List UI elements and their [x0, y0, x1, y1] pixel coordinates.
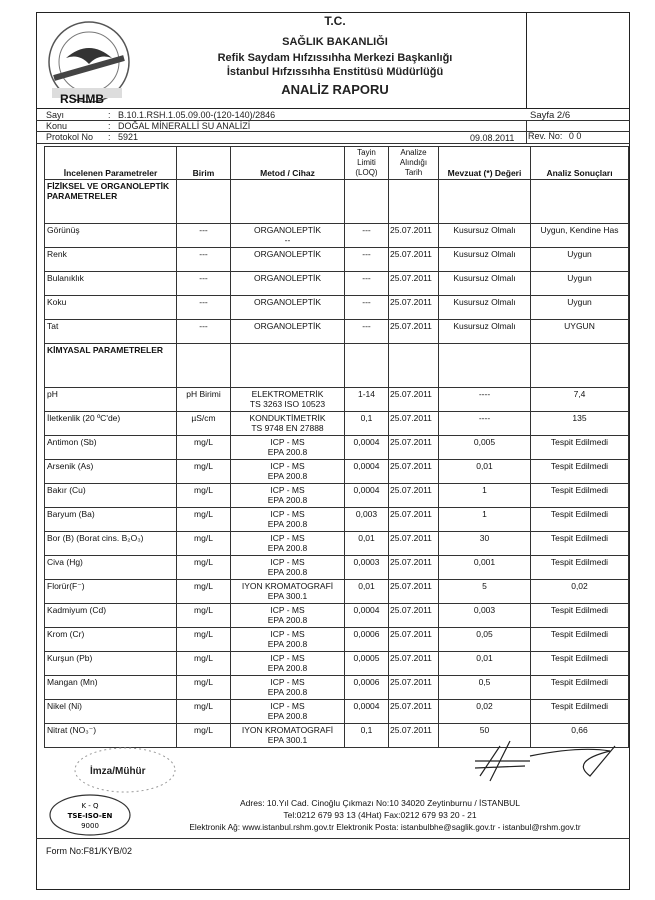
- row-unit: mg/L: [177, 436, 231, 460]
- row-unit: mg/L: [177, 580, 231, 604]
- row-date: 25.07.2011: [389, 652, 439, 676]
- table-row: [45, 556, 629, 580]
- empty-cell: [389, 180, 439, 224]
- row-unit: mg/L: [177, 676, 231, 700]
- empty-cell: [531, 344, 629, 388]
- meta-value: DOĞAL MİNERALLİ SU ANALİZİ: [118, 121, 251, 131]
- row-parameter: Bor (B) (Borat cins. B₂O₃): [45, 532, 177, 556]
- row-limit: Kusursuz Olmalı: [439, 296, 531, 320]
- tse-stamp-icon: [46, 792, 138, 838]
- row-parameter: Mangan (Mn): [45, 676, 177, 700]
- row-loq: 1-14: [345, 388, 389, 412]
- header-divider: [36, 108, 630, 109]
- row-unit: mg/L: [177, 556, 231, 580]
- row-parameter: Görünüş: [45, 224, 177, 248]
- row-method: ORGANOLEPTİK: [231, 296, 345, 320]
- row-limit: 0,005: [439, 436, 531, 460]
- revision-number: [528, 131, 581, 141]
- row-date: 25.07.2011: [389, 508, 439, 532]
- row-limit: ----: [439, 412, 531, 436]
- row-method: KONDUKTİMETRİK TS 9748 EN 27888: [231, 412, 345, 436]
- table-header-row: [45, 147, 629, 180]
- row-result: Tespit Edilmedi: [531, 508, 629, 532]
- row-date: 25.07.2011: [389, 320, 439, 344]
- report-date: 09.08.2011: [470, 133, 515, 143]
- form-number: Form No:F81/KYB/02: [46, 846, 133, 856]
- empty-cell: [345, 180, 389, 224]
- table-row: [45, 628, 629, 652]
- stamp-line: K - Q: [81, 802, 99, 810]
- row-parameter: Antimon (Sb): [45, 436, 177, 460]
- signature-label: İmza/Mühür: [90, 766, 146, 777]
- column-header-limit: Mevzuat (*) Değeri: [439, 147, 531, 180]
- report-title: ANALİZ RAPORU: [281, 82, 389, 97]
- column-header-result: Analiz Sonuçları: [531, 147, 629, 180]
- row-parameter: İletkenlik (20 ºC'de): [45, 412, 177, 436]
- row-limit: 0,01: [439, 460, 531, 484]
- row-parameter: Krom (Cr): [45, 628, 177, 652]
- row-result: Tespit Edilmedi: [531, 436, 629, 460]
- row-unit: mg/L: [177, 700, 231, 724]
- row-result: Tespit Edilmedi: [531, 556, 629, 580]
- table-row: [45, 700, 629, 724]
- row-parameter: Nitrat (NO₃⁻): [45, 724, 177, 748]
- row-result: Uygun: [531, 296, 629, 320]
- row-loq: ---: [345, 224, 389, 248]
- row-date: 25.07.2011: [389, 296, 439, 320]
- row-result: 135: [531, 412, 629, 436]
- row-result: Uygun: [531, 248, 629, 272]
- row-limit: 5: [439, 580, 531, 604]
- row-unit: ---: [177, 224, 231, 248]
- row-result: UYGUN: [531, 320, 629, 344]
- row-parameter: Koku: [45, 296, 177, 320]
- row-parameter: Bakır (Cu): [45, 484, 177, 508]
- row-loq: 0,0006: [345, 676, 389, 700]
- header-line-4: İstanbul Hıfzıssıhha Enstitüsü Müdürlüğü: [226, 66, 444, 78]
- rev-divider: [526, 120, 527, 143]
- meta-label: Sayı: [46, 110, 65, 120]
- row-method: ORGANOLEPTİK: [231, 248, 345, 272]
- table-body: [45, 180, 629, 748]
- column-header-loq: Tayin Limiti (LOQ): [345, 147, 389, 180]
- row-unit: mg/L: [177, 484, 231, 508]
- row-limit: 0,5: [439, 676, 531, 700]
- row-unit: ---: [177, 320, 231, 344]
- row-date: 25.07.2011: [389, 532, 439, 556]
- row-unit: ---: [177, 296, 231, 320]
- row-date: 25.07.2011: [389, 460, 439, 484]
- meta-label: Protokol No: [46, 132, 94, 142]
- row-date: 25.07.2011: [389, 724, 439, 748]
- table-row: [45, 652, 629, 676]
- row-limit: 50: [439, 724, 531, 748]
- row-result: Tespit Edilmedi: [531, 628, 629, 652]
- meta-row-protokol: Protokol No : 5921: [46, 132, 139, 142]
- row-unit: µS/cm: [177, 412, 231, 436]
- row-limit: Kusursuz Olmalı: [439, 272, 531, 296]
- row-loq: 0,0005: [345, 652, 389, 676]
- empty-cell: [439, 344, 531, 388]
- row-parameter: Civa (Hg): [45, 556, 177, 580]
- row-method: ICP - MS EPA 200.8: [231, 556, 345, 580]
- row-method: ICP - MS EPA 200.8: [231, 700, 345, 724]
- row-limit: 0,003: [439, 604, 531, 628]
- row-unit: pH Birimi: [177, 388, 231, 412]
- footer-address: Adres: 10.Yıl Cad. Cinoğlu Çıkmazı No:10 34020 Zeytinburnu / İSTANBUL: [239, 798, 520, 808]
- row-result: 7,4: [531, 388, 629, 412]
- row-parameter: Renk: [45, 248, 177, 272]
- row-parameter: Tat: [45, 320, 177, 344]
- stamp-line: 9000: [81, 822, 99, 830]
- row-result: Tespit Edilmedi: [531, 676, 629, 700]
- row-method: ICP - MS EPA 200.8: [231, 484, 345, 508]
- row-loq: ---: [345, 272, 389, 296]
- table-row: [45, 320, 629, 344]
- row-limit: ----: [439, 388, 531, 412]
- row-unit: mg/L: [177, 628, 231, 652]
- row-loq: 0,0004: [345, 484, 389, 508]
- row-result: Tespit Edilmedi: [531, 460, 629, 484]
- table-row: [45, 460, 629, 484]
- row-method: ICP - MS EPA 200.8: [231, 652, 345, 676]
- row-result: 0,02: [531, 580, 629, 604]
- section-title: FİZİKSEL VE ORGANOLEPTİK PARAMETRELER: [45, 180, 177, 224]
- row-method: ICP - MS EPA 200.8: [231, 436, 345, 460]
- table-row: [45, 532, 629, 556]
- table-row: [45, 388, 629, 412]
- row-method: ELEKTROMETRİK TS 3263 ISO 10523: [231, 388, 345, 412]
- row-result: Tespit Edilmedi: [531, 532, 629, 556]
- row-unit: mg/L: [177, 652, 231, 676]
- row-parameter: Kadmiyum (Cd): [45, 604, 177, 628]
- row-loq: ---: [345, 296, 389, 320]
- meta-row-sayi: Sayı : B.10.1.RSH.1.05.09.00-(120-140)/2846: [46, 110, 276, 120]
- table-row: [45, 484, 629, 508]
- row-method: ICP - MS EPA 200.8: [231, 604, 345, 628]
- meta-value: B.10.1.RSH.1.05.09.00-(120-140)/2846: [118, 110, 276, 120]
- empty-cell: [177, 180, 231, 224]
- row-loq: 0,01: [345, 580, 389, 604]
- row-limit: 30: [439, 532, 531, 556]
- row-result: Tespit Edilmedi: [531, 700, 629, 724]
- row-result: Uygun, Kendine Has: [531, 224, 629, 248]
- empty-cell: [439, 180, 531, 224]
- header-divider: [36, 143, 630, 144]
- row-result: Tespit Edilmedi: [531, 484, 629, 508]
- row-date: 25.07.2011: [389, 604, 439, 628]
- row-date: 25.07.2011: [389, 224, 439, 248]
- row-result: Tespit Edilmedi: [531, 604, 629, 628]
- section-header-row: [45, 344, 629, 388]
- row-result: Uygun: [531, 272, 629, 296]
- footer-phone: Tel:0212 679 93 13 (4Hat) Fax:0212 679 93 20 - 21: [283, 810, 477, 820]
- row-method: ICP - MS EPA 200.8: [231, 676, 345, 700]
- row-date: 25.07.2011: [389, 556, 439, 580]
- row-loq: 0,0004: [345, 436, 389, 460]
- row-method: ORGANOLEPTİK: [231, 320, 345, 344]
- row-loq: 0,003: [345, 508, 389, 532]
- row-limit: Kusursuz Olmalı: [439, 224, 531, 248]
- row-limit: Kusursuz Olmalı: [439, 320, 531, 344]
- row-method: ORGANOLEPTİK --: [231, 224, 345, 248]
- column-header-method: Metod / Cihaz: [231, 147, 345, 180]
- row-loq: 0,0003: [345, 556, 389, 580]
- row-method: ICP - MS EPA 200.8: [231, 508, 345, 532]
- row-date: 25.07.2011: [389, 272, 439, 296]
- table-row: [45, 676, 629, 700]
- table-row: [45, 508, 629, 532]
- row-date: 25.07.2011: [389, 436, 439, 460]
- row-method: IYON KROMATOGRAFİ EPA 300.1: [231, 580, 345, 604]
- row-parameter: Baryum (Ba): [45, 508, 177, 532]
- row-parameter: Florür(F⁻): [45, 580, 177, 604]
- empty-cell: [177, 344, 231, 388]
- table-row: [45, 580, 629, 604]
- row-loq: 0,0004: [345, 604, 389, 628]
- footer-web: Elektronik Ağ: www.istanbul.rshm.gov.tr Elektronik Posta: istanbulbhe@saglik.gov.tr - istanbul@rshm.gov.tr: [189, 822, 581, 832]
- row-parameter: Kurşun (Pb): [45, 652, 177, 676]
- row-loq: 0,1: [345, 412, 389, 436]
- row-date: 25.07.2011: [389, 248, 439, 272]
- row-date: 25.07.2011: [389, 484, 439, 508]
- round-stamp-icon: [70, 745, 180, 795]
- row-loq: 0,0004: [345, 700, 389, 724]
- row-loq: 0,0004: [345, 460, 389, 484]
- header-line-2: SAĞLIK BAKANLIĞI: [282, 36, 388, 48]
- footer-divider: [36, 838, 630, 839]
- table-row: [45, 296, 629, 320]
- row-limit: 0,05: [439, 628, 531, 652]
- empty-cell: [231, 344, 345, 388]
- row-limit: 1: [439, 484, 531, 508]
- row-unit: ---: [177, 248, 231, 272]
- row-loq: 0,01: [345, 532, 389, 556]
- row-parameter: Bulanıklık: [45, 272, 177, 296]
- header-line-1: T.C.: [324, 14, 346, 28]
- results-table: [44, 146, 629, 748]
- column-header-unit: Birim: [177, 147, 231, 180]
- row-method: ICP - MS EPA 200.8: [231, 628, 345, 652]
- table-row: [45, 436, 629, 460]
- meta-label: Konu: [46, 121, 68, 131]
- row-loq: 0,1: [345, 724, 389, 748]
- row-parameter: Arsenik (As): [45, 460, 177, 484]
- row-unit: mg/L: [177, 604, 231, 628]
- column-header-parameter: İncelenen Parametreler: [45, 147, 177, 180]
- row-result: 0,66: [531, 724, 629, 748]
- row-limit: 0,001: [439, 556, 531, 580]
- revision-label: Rev. No:: [528, 131, 563, 141]
- row-date: 25.07.2011: [389, 628, 439, 652]
- row-unit: ---: [177, 272, 231, 296]
- row-result: Tespit Edilmedi: [531, 652, 629, 676]
- table-row: [45, 224, 629, 248]
- row-loq: 0,0006: [345, 628, 389, 652]
- row-method: ORGANOLEPTİK: [231, 272, 345, 296]
- section-header-row: [45, 180, 629, 224]
- row-limit: 0,02: [439, 700, 531, 724]
- table-row: [45, 248, 629, 272]
- row-limit: 0,01: [439, 652, 531, 676]
- table-row: [45, 412, 629, 436]
- row-date: 25.07.2011: [389, 388, 439, 412]
- logo-text: RSHMB: [60, 92, 104, 106]
- row-limit: Kusursuz Olmalı: [439, 248, 531, 272]
- row-date: 25.07.2011: [389, 676, 439, 700]
- column-header-date: Analize Alındığı Tarih: [389, 147, 439, 180]
- empty-cell: [531, 180, 629, 224]
- page-number: Sayfa 2/6: [530, 110, 571, 121]
- row-date: 25.07.2011: [389, 580, 439, 604]
- revision-value: 0 0: [568, 131, 582, 141]
- section-title: KİMYASAL PARAMETRELER: [45, 344, 177, 388]
- meta-row-konu: Konu : DOĞAL MİNERALLİ SU ANALİZİ: [46, 121, 251, 131]
- row-parameter: pH: [45, 388, 177, 412]
- stamp-line: TSE-ISO-EN: [67, 812, 113, 820]
- row-limit: 1: [439, 508, 531, 532]
- row-loq: ---: [345, 320, 389, 344]
- empty-cell: [231, 180, 345, 224]
- header-right-column: [526, 12, 630, 109]
- row-parameter: Nikel (Ni): [45, 700, 177, 724]
- row-method: ICP - MS EPA 200.8: [231, 460, 345, 484]
- row-unit: mg/L: [177, 508, 231, 532]
- meta-value: 5921: [118, 132, 139, 142]
- header-line-3: Refik Saydam Hıfzıssıhha Merkezi Başkanlığı: [217, 52, 453, 64]
- row-date: 25.07.2011: [389, 700, 439, 724]
- empty-cell: [345, 344, 389, 388]
- row-unit: mg/L: [177, 724, 231, 748]
- empty-cell: [389, 344, 439, 388]
- table-row: [45, 272, 629, 296]
- row-loq: ---: [345, 248, 389, 272]
- row-unit: mg/L: [177, 460, 231, 484]
- row-method: ICP - MS EPA 200.8: [231, 532, 345, 556]
- row-unit: mg/L: [177, 532, 231, 556]
- table-row: [45, 604, 629, 628]
- row-date: 25.07.2011: [389, 412, 439, 436]
- row-method: IYON KROMATOGRAFİ EPA 300.1: [231, 724, 345, 748]
- signature-icon: [470, 736, 620, 786]
